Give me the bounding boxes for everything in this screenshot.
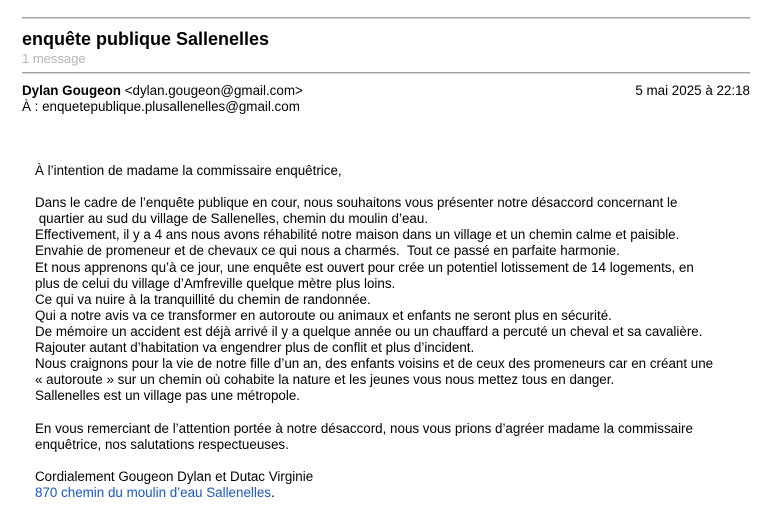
email-body (35, 163, 755, 501)
email-date: 5 mai 2025 à 22:18 (635, 83, 750, 98)
top-divider (22, 17, 750, 19)
email-subject: enquête publique Sallenelles (22, 29, 270, 49)
body-line: plus de celui du village d’Amfreville quelque mètre plus loins. (35, 275, 396, 291)
header-divider (22, 72, 750, 74)
body-line: De mémoire un accident est déjà arrivé il y a quelque année ou un chauffard a percuté un cheval et sa cavalière. (35, 323, 703, 339)
body-line: « autoroute » sur un chemin où cohabite la nature et les jeunes vous nous mettez tous en danger. (35, 372, 615, 388)
body-line: Et nous apprenons qu’à ce jour, une enquête est ouvert pour crée un potentiel lotissement de 14 logements, en (35, 259, 694, 275)
body-line: Sallenelles est un village pas une métropole. (35, 388, 301, 404)
body-line: Rajouter autant d’habitation va engendrer plus de conflit et plus d’incident. (35, 340, 475, 356)
sender-email: <dylan.gougeon@gmail.com> (124, 83, 303, 98)
body-line: Dans le cadre de l’enquête publique en cour, nous souhaitons vous présenter notre désaccord concernant le (35, 195, 678, 211)
sender-name: Dylan Gougeon (22, 83, 121, 98)
recipient-address: enquetepublique.plusallenelles@gmail.com (42, 99, 300, 114)
recipient-prefix: À : (22, 99, 43, 114)
closing-line: En vous remerciant de l’attention portée à notre désaccord, nous vous prions d’agréer madame la commissaire (35, 420, 693, 436)
message-count: 1 message (22, 51, 86, 66)
recipient-line (22, 98, 300, 116)
blank-line (35, 179, 755, 195)
greeting: À l’intention de madame la commissaire enquêtrice, (35, 163, 342, 178)
body-line: quartier au sud du village de Sallenelles, chemin du moulin d’eau. (35, 211, 429, 227)
blank-line (35, 453, 755, 469)
body-line: Qui a notre avis va ce transformer en autoroute ou animaux et enfants ne seront plus en sécurité. (35, 307, 612, 323)
body-line: Envahie de promeneur et de chevaux ce qui nous a charmés. Tout ce passé en parfaite harmonie. (35, 243, 620, 259)
signature: Cordialement Gougeon Dylan et Dutac Virginie (35, 468, 314, 484)
closing-line: enquêtrice, nos salutations respectueuses. (35, 436, 289, 452)
address-line (35, 485, 755, 501)
body-line: Ce qui va nuire à la tranquillité du chemin de randonnée. (35, 291, 371, 307)
blank-line (35, 404, 755, 420)
address-suffix: . (270, 484, 275, 500)
body-line: Effectivement, il y a 4 ans nous avons réhabilité notre maison dans un village et un chemin calme et paisible. (35, 227, 680, 243)
address-link[interactable]: 870 chemin du moulin d’eau Sallenelles (35, 484, 271, 500)
body-line: Nous craignons pour la vie de notre fille d’un an, des enfants voisins et de ceux des promeneurs car en créant une (35, 356, 714, 372)
